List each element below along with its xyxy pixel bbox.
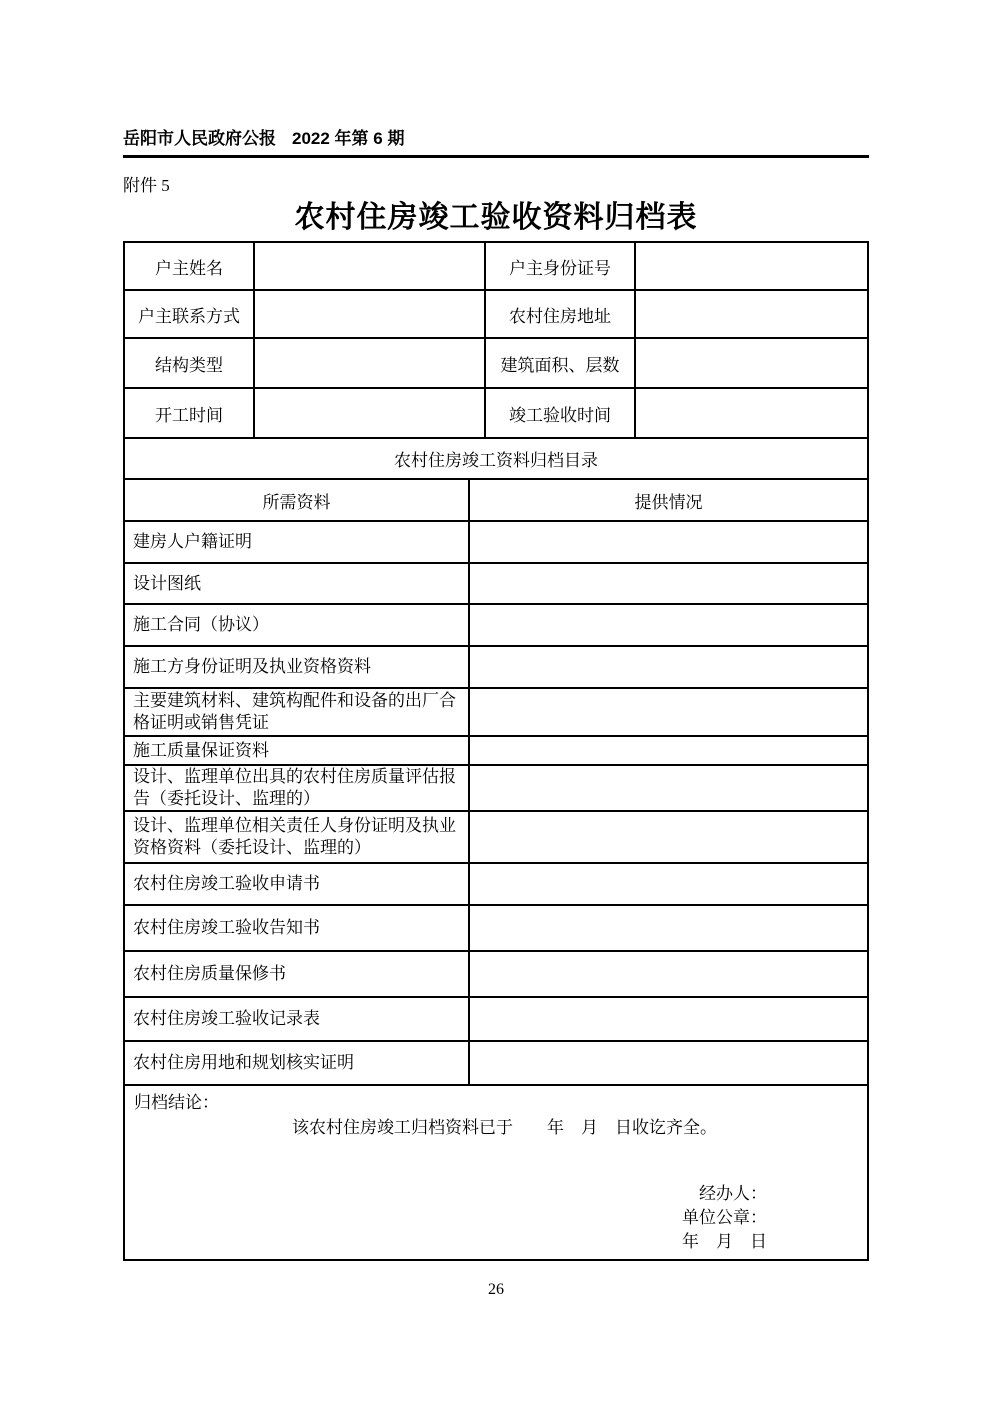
field-value-cell bbox=[255, 339, 486, 387]
conclusion-section bbox=[125, 1086, 867, 1259]
gazette-title: 岳阳市人民政府公报 bbox=[123, 129, 276, 148]
provided-status-cell bbox=[470, 605, 867, 645]
checklist-row bbox=[125, 647, 867, 689]
signature-block bbox=[682, 1182, 767, 1254]
provided-status-cell bbox=[470, 689, 867, 735]
checklist-row bbox=[125, 812, 867, 864]
checklist-item-label: 设计、监理单位出具的农村住房质量评估报告（委托设计、监理的） bbox=[125, 766, 470, 810]
checklist-item-label: 农村住房质量保修书 bbox=[125, 952, 470, 996]
checklist-item-label: 施工合同（协议） bbox=[125, 605, 470, 645]
gazette-issue: 2022 年第 6 期 bbox=[292, 129, 405, 148]
checklist-row bbox=[125, 737, 867, 766]
provided-status-cell bbox=[470, 906, 867, 950]
provided-status-cell bbox=[470, 1042, 867, 1084]
field-label: 竣工验收时间 bbox=[486, 389, 636, 437]
checklist-item-label: 施工方身份证明及执业资格资料 bbox=[125, 647, 470, 687]
field-label: 户主姓名 bbox=[125, 243, 255, 289]
checklist-row bbox=[125, 522, 867, 564]
checklist-item-label: 农村住房竣工验收告知书 bbox=[125, 906, 470, 950]
table-row bbox=[125, 339, 867, 389]
checklist-row bbox=[125, 864, 867, 906]
field-label: 户主联系方式 bbox=[125, 291, 255, 337]
checklist-header-row bbox=[125, 480, 867, 522]
checklist-item-label: 主要建筑材料、建筑构配件和设备的出厂合格证明或销售凭证 bbox=[125, 689, 470, 735]
checklist-row bbox=[125, 998, 867, 1042]
provided-status-cell bbox=[470, 522, 867, 562]
date-line: 年 月 日 bbox=[682, 1232, 767, 1251]
column-header-required: 所需资料 bbox=[125, 480, 470, 520]
field-value-cell bbox=[636, 243, 867, 289]
form-title: 农村住房竣工验收资料归档表 bbox=[294, 201, 698, 234]
checklist-item-label: 农村住房用地和规划核实证明 bbox=[125, 1042, 470, 1084]
provided-status-cell bbox=[470, 952, 867, 996]
provided-status-cell bbox=[470, 812, 867, 862]
checklist-row bbox=[125, 952, 867, 998]
field-value-cell bbox=[255, 389, 486, 437]
checklist-item-label: 建房人户籍证明 bbox=[125, 522, 470, 562]
checklist-row bbox=[125, 766, 867, 812]
conclusion-statement: 该农村住房竣工归档资料已于 年 月 日收讫齐全。 bbox=[292, 1118, 717, 1137]
field-label: 结构类型 bbox=[125, 339, 255, 387]
field-label: 户主身份证号 bbox=[486, 243, 636, 289]
checklist-row bbox=[125, 906, 867, 952]
field-value-cell bbox=[636, 339, 867, 387]
table-row bbox=[125, 291, 867, 339]
attachment-label: 附件 5 bbox=[123, 176, 170, 195]
checklist-item-label: 农村住房竣工验收记录表 bbox=[125, 998, 470, 1040]
checklist-item-label: 农村住房竣工验收申请书 bbox=[125, 864, 470, 904]
column-header-provided: 提供情况 bbox=[634, 492, 703, 512]
field-value-cell bbox=[255, 291, 486, 337]
table-row bbox=[125, 389, 867, 439]
provided-status-cell bbox=[470, 647, 867, 687]
field-label: 建筑面积、层数 bbox=[486, 339, 636, 387]
checklist-row bbox=[125, 564, 867, 605]
checklist-row bbox=[125, 605, 867, 647]
provided-status-cell bbox=[470, 737, 867, 764]
handler-label: 经办人： bbox=[699, 1184, 767, 1203]
archive-form-table bbox=[123, 241, 869, 1261]
provided-status-cell bbox=[470, 564, 867, 603]
checklist-row bbox=[125, 689, 867, 737]
checklist-item-label: 施工质量保证资料 bbox=[125, 737, 470, 764]
provided-status-cell bbox=[470, 766, 867, 810]
page-number: 26 bbox=[488, 1281, 504, 1298]
field-value-cell bbox=[636, 389, 867, 437]
gazette-masthead bbox=[123, 128, 869, 158]
checklist-row bbox=[125, 1042, 867, 1086]
checklist-item-label: 设计图纸 bbox=[125, 564, 470, 603]
provided-status-cell bbox=[470, 864, 867, 904]
checklist-item-label: 设计、监理单位相关责任人身份证明及执业资格资料（委托设计、监理的） bbox=[125, 812, 470, 862]
provided-status-cell bbox=[470, 998, 867, 1040]
field-value-cell bbox=[636, 291, 867, 337]
field-label: 开工时间 bbox=[125, 389, 255, 437]
field-label: 农村住房地址 bbox=[486, 291, 636, 337]
field-value-cell bbox=[255, 243, 486, 289]
unit-seal-label: 单位公章： bbox=[682, 1208, 767, 1227]
catalog-title-row: 农村住房竣工资料归档目录 bbox=[125, 439, 867, 480]
table-row bbox=[125, 243, 867, 291]
conclusion-label: 归档结论： bbox=[134, 1093, 219, 1112]
